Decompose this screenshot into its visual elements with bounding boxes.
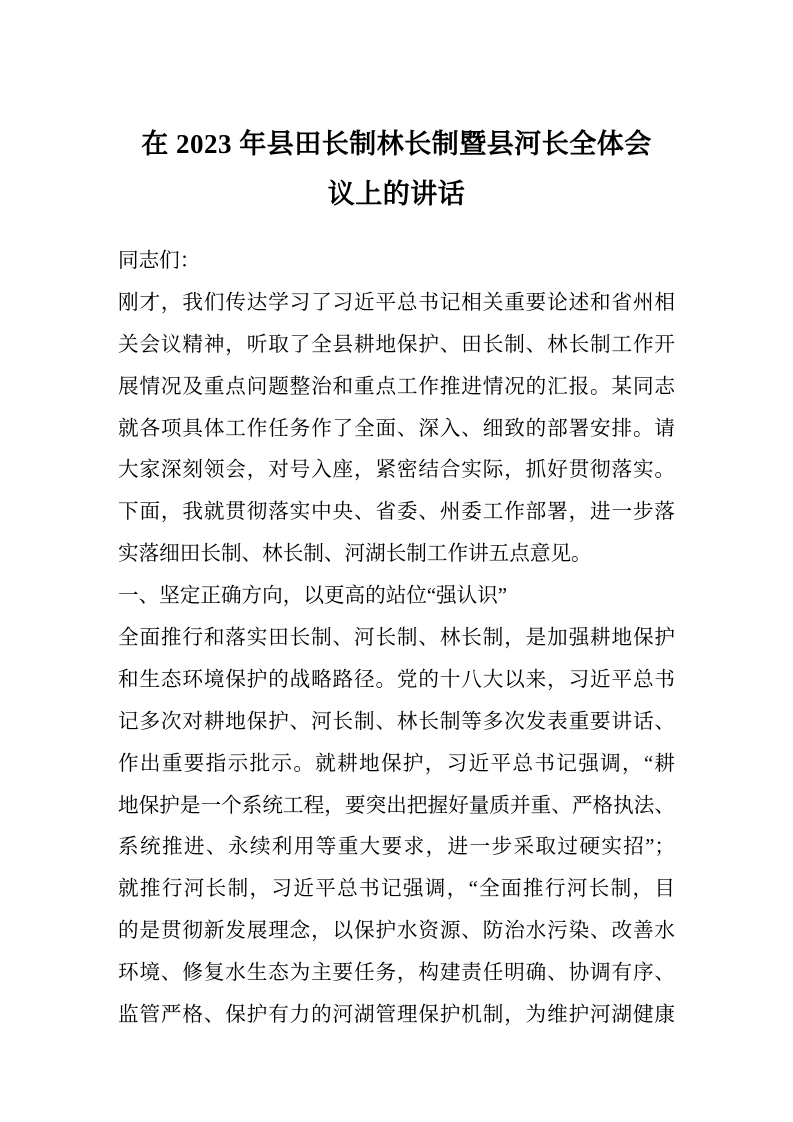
body-text-line: 全面推行和落实田长制、河长制、林长制，是加强耕地保护 [118,627,675,650]
body-text-line: 和生态环境保护的战略路径。党的十八大以来，习近平总书 [118,668,675,691]
body-text-line: 关会议精神，听取了全县耕地保护、田长制、林长制工作开 [118,333,675,356]
body-text-line: 一、坚定正确方向，以更高的站位“强认识” [118,585,507,608]
body-text-line: 就各项具体工作任务作了全面、深入、细致的部署安排。请 [118,417,675,440]
title-line: 在 2023 年县田长制林长制暨县河长全体会 [141,129,652,159]
body-text-line: 记多次对耕地保护、河长制、林长制等多次发表重要讲话、 [118,710,675,733]
body-text-line: 大家深刻领会，对号入座，紧密结合实际，抓好贯彻落实。 [118,459,675,482]
body-text-line: 作出重要指示批示。就耕地保护，习近平总书记强调，“耕 [118,752,675,775]
body-text-line: 下面，我就贯彻落实中央、省委、州委工作部署，进一步落 [118,501,675,524]
body-text-line: 环境、修复水生态为主要任务，构建责任明确、协调有序、 [118,962,675,985]
body-text-line: 展情况及重点问题整治和重点工作推进情况的汇报。某同志 [118,375,675,398]
body-text-line: 的是贯彻新发展理念，以保护水资源、防治水污染、改善水 [118,920,675,943]
body-text-line: 同志们： [118,250,201,272]
document-title [118,119,675,219]
title-line: 议上的讲话 [327,179,466,209]
body-text-line: 系统推进、永续利用等重大要求，进一步采取过硬实招”； [118,836,675,859]
body-text-line: 就推行河长制，习近平总书记强调，“全面推行河长制，目 [118,878,675,901]
document-body [118,241,675,1037]
body-text-line: 刚才，我们传达学习了习近平总书记相关重要论述和省州相 [118,291,675,314]
body-text-line: 地保护是一个系统工程，要突出把握好量质并重、严格执法、 [118,794,675,817]
body-text-line: 实落细田长制、林长制、河湖长制工作讲五点意见。 [118,543,592,566]
body-text-line: 监管严格、保护有力的河湖管理保护机制，为维护河湖健康 [118,1004,675,1027]
